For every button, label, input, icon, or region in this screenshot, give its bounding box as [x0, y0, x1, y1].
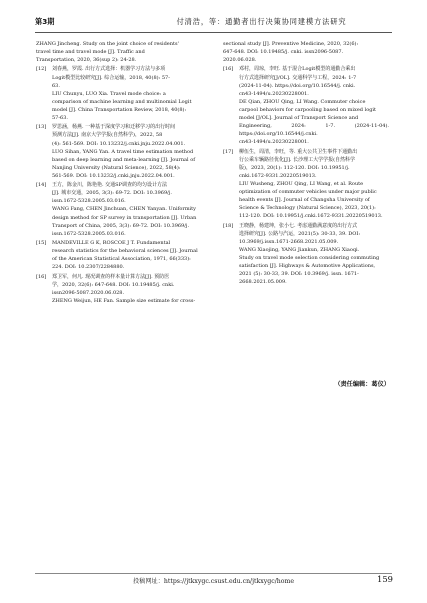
reference-entry: [223, 65, 389, 146]
reference-line: carpool behaviors for carpooling based on mixed logit: [239, 106, 377, 113]
reference-line: LUO Sihan, YANG Yan. A travel time estimation method: [52, 148, 194, 155]
reference-line: model [J/OL]. Journal of Transport Science and: [239, 115, 359, 122]
reference-line: design method for SP survey in transportation [J]. Urban: [52, 214, 197, 221]
reference-line: Transport of China, 2005, 3(3): 69-72. DOI: 10.3969/j.: [52, 222, 190, 229]
reference-line: (4): 561-569. DOI: 10.13232/j.cnki.jnju.2022.04.001.: [52, 140, 186, 147]
reference-line: LIU Chunyu, LUO Xia. Travel mode choice: a: [52, 90, 166, 97]
reference-line: issn.1672-5328.2005.03.016.: [52, 198, 126, 205]
reference-line: cn43-1494/u.20230228001.: [239, 90, 309, 97]
reference-column-left: [36, 40, 202, 306]
reference-line: comparison of machine learning and multinomial Logit: [52, 98, 192, 105]
reference-number: [12]: [36, 66, 47, 73]
reference-entry: [36, 123, 202, 180]
reference-entry: [36, 239, 202, 271]
reference-line: 罗思涵，杨燕. 一种基于深度学习和迁移学习的出行时间: [52, 124, 176, 131]
reference-line: Engineering, 2024: 1-7. (2024-11-04). https://doi.org/10.16544/j.cnki.: [239, 123, 389, 138]
reference-line: ZHANG Jincheng. Study on the joint choice of residents': [36, 41, 179, 47]
reference-line: 57-63.: [52, 115, 69, 122]
reference-line: 561-569. DOI: 10.13232/j.cnki.jnju.2022.04.001.: [52, 172, 175, 179]
issue-label: 第3期: [35, 17, 55, 26]
reference-line: 刘春燕，罗霞. 出行方式选择：机器学习方法与多项: [52, 66, 166, 73]
reference-line: [J]. 城市交通，2005, 3(3): 69-72. DOI: 10.3969/j.: [52, 190, 172, 197]
reference-line: 学，2020, 32(6): 647-648. DOI: 10.19485/j. cnki.: [52, 281, 175, 288]
reference-line: based on deep learning and meta-learning [J]. Journal of: [52, 156, 196, 163]
reference-entry: [36, 181, 202, 238]
reference-line: 112-120. DOI: 10.19951/j.cnki.1672-9331.20220519013.: [239, 213, 383, 220]
reference-line: travel time and travel mode [J]. Traffic and: [36, 49, 145, 56]
reference-line: (2024-11-04). https://doi.org/10.16544/j. cnki.: [239, 82, 356, 89]
reference-line: Logit模型比较研究[J]. 综合运输，2018, 40(8): 57-: [52, 74, 170, 81]
reference-line: 柳伍生，周清，李旺，等. 重大公共卫生事件下通勤出: [239, 148, 358, 155]
reference-column-right: [223, 40, 389, 288]
reference-line: 行方式选择研究[J/OL]. 交通科学与工程，2024: 1-7: [239, 74, 357, 81]
reference-line: 行公乘车辆路径优化[J]. 长沙理工大学学报(自然科学: [239, 156, 356, 163]
reference-line: cnki.1672-9331.20220519013.: [239, 172, 317, 179]
reference-line: WANG Xiaojing, YANG Jiankun, ZHANG Xiaoqi.: [239, 246, 360, 253]
reference-number: [14]: [36, 182, 47, 189]
reference-line: Science & Technology (Natural Science), 2023, 20(1):: [239, 205, 376, 212]
reference-line: of the American Statistical Association, 1971, 66(333):: [52, 256, 191, 263]
reference-line: cn43-1494/u.20230228001.: [239, 139, 309, 146]
reference-number: [13]: [36, 124, 47, 131]
reference-line: 2021 (5): 30-33, 39. DOI: 10.3969/j. issn. 1671-: [239, 271, 359, 278]
reference-line: ZHENG Weijun, HE Fan. Sample size estimate for cross-: [52, 297, 196, 304]
reference-line: issn2096-5087.2020.06.028.: [52, 289, 125, 296]
reference-line: Study on travel mode selection considering commuting: [239, 255, 380, 261]
reference-line: 647-648. DOI: 10.19485/j. cnki. issn2096-5087.: [223, 49, 344, 56]
reference-line: MANDEVILLE G K, ROSCOE J T. Fundamental: [52, 240, 171, 246]
submission-url: 投稿网址：https://jtkxygc.csust.edu.cn/jtkxygc/home: [132, 578, 295, 585]
reference-line: 10.3969/j.issn.1671-2668.2021.05.009.: [239, 238, 339, 245]
reference-line: 预测方法[J]. 南京大学学报(自然科学)，2022, 58: [52, 132, 163, 139]
reference-line: DE Qian, ZHOU Qing, LI Wang. Commuter choice: [239, 98, 366, 105]
reference-entry: [36, 273, 202, 305]
reference-line: satisfaction [J]. Highways & Automotive Applications,: [239, 263, 376, 270]
reference-line: 选择研究[J]. 公路与汽运，2021(5): 30-33, 39. DOI:: [239, 230, 361, 237]
reference-line: issn.1672-5328.2005.03.016.: [52, 230, 126, 237]
reference-line: model [J]. China Transportation Review, 2018, 40(8):: [52, 106, 187, 113]
reference-line: 邓村，周琼，李旺. 基于混合Logit模型的通勤合乘出: [239, 66, 356, 73]
reference-line: optimization of commuter vehicles under major public: [239, 189, 377, 196]
responsible-editor: （责任编辑：葛仪）: [334, 381, 390, 388]
reference-line: 郑卫军，何凡. 现况调查的样本量计算方法[J]. 预防医: [52, 273, 170, 280]
reference-line: 224. DOI: 10.2307/2284880.: [52, 264, 125, 271]
reference-number: [18]: [223, 222, 234, 229]
page-number: 159: [377, 574, 393, 584]
reference-line: LIU Wusheng, ZHOU Qing, LI Wang, et al. Route: [239, 180, 364, 187]
running-title: 付清浩，等：通勤者出行决策协同建模方法研究: [176, 17, 347, 26]
reference-entry: [223, 222, 389, 287]
reference-line: research statistics for the behavioral sciences [J]. Journal: [52, 248, 198, 255]
reference-line: 王晓静，杨建坤，张小七. 考虑通勤满意度的出行方式: [239, 222, 358, 229]
reference-line: sectional study [J]. Preventive Medicine, 2020, 32(6):: [223, 41, 359, 47]
reference-line: 2020.06.028.: [223, 57, 257, 64]
reference-number: [16]: [223, 66, 234, 73]
reference-entry: [36, 40, 202, 64]
reference-line: 版)，2023, 20(1): 112-120. DOI: 10.19951/j.: [239, 164, 350, 171]
reference-number: [15]: [36, 240, 47, 246]
reference-line: WANG Fang, CHEN Jinchuan, CHEN Yanyan. Uniformity: [52, 206, 196, 213]
reference-line: Nanjing University (Natural Science), 2022, 58(4):: [52, 164, 181, 171]
reference-line: 2668.2021.05.009.: [239, 279, 287, 286]
reference-line: 王方，陈金川，陈艳艳. 交通SP调查的均匀设计方法: [52, 182, 167, 189]
reference-entry: [223, 40, 389, 64]
reference-entry: [36, 65, 202, 122]
reference-entry: [223, 148, 389, 221]
reference-line: 63.: [52, 82, 60, 89]
reference-number: [17]: [223, 148, 234, 155]
footer-divider: [35, 573, 392, 574]
running-header: [35, 16, 392, 33]
reference-number: [16]: [36, 273, 47, 280]
reference-line: Transportation, 2020, 36(sup 2): 24-28.: [36, 57, 137, 64]
reference-line: health events [J]. Journal of Changsha University of: [239, 197, 370, 204]
